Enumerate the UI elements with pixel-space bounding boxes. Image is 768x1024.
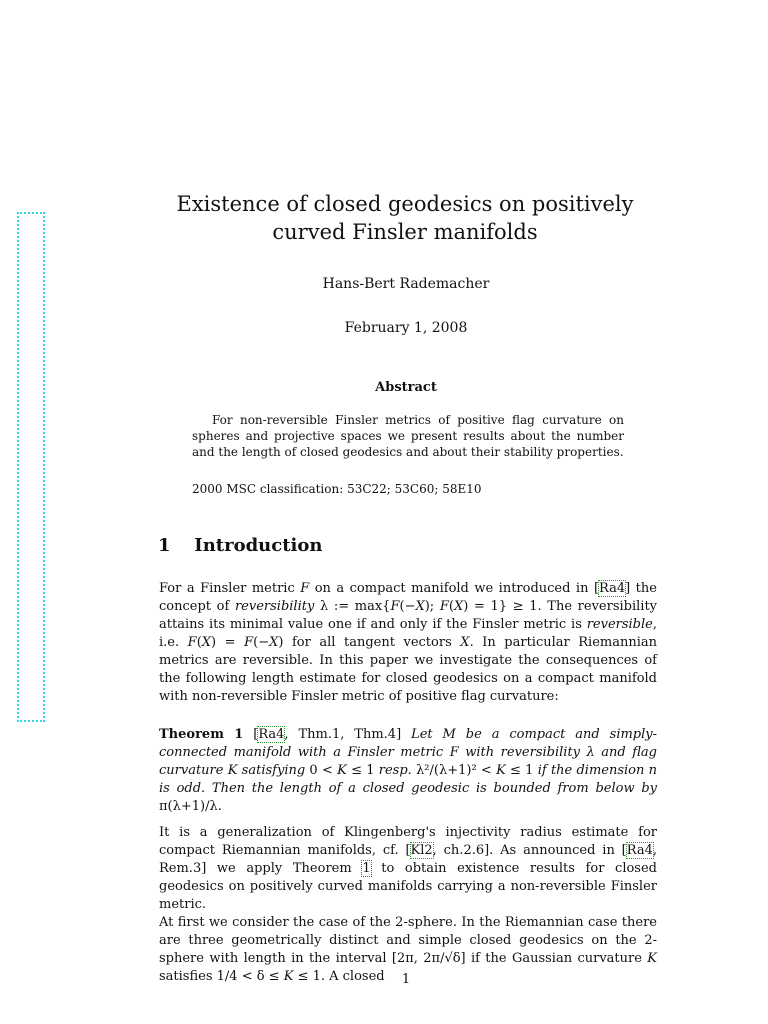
citation-kl2[interactable]: Kl2	[410, 843, 433, 858]
citation-ra4[interactable]: Ra4	[599, 581, 626, 596]
theorem-label: Theorem 1	[159, 727, 244, 742]
section-heading	[158, 535, 322, 556]
continuation-paragraph: It is a generalization of Klingenberg's injectivity radius estimate for compact Riemannian manifolds, cf. [Kl2, ch.2.6]. As announced in [Ra4, Rem.3] we apply Theorem 1 to obtain existence results for closed geodesics on positively curved manifolds carrying a non-reversible Finsler metric. At first we consider the case of the 2-sphere. In the Riemannian case there are three geometrically distinct and simple closed geodesics on the 2-sphere with length in the interval [2π, 2π/√δ] if the Gaussian curvature K satisfies 1/4 < δ ≤ K ≤ 1. A closed	[159, 825, 657, 984]
section-number: 1	[158, 535, 171, 556]
citation-ra4[interactable]: Ra4	[258, 727, 285, 742]
paper-title: Existence of closed geodesics on positively curved Finsler manifolds	[176, 192, 634, 244]
citation-ra4[interactable]: Ra4	[626, 843, 653, 858]
page-number: 1	[401, 972, 411, 987]
paper-date: February 1, 2008	[344, 320, 468, 336]
abstract-heading: Abstract	[375, 380, 437, 395]
abstract-text: For non-reversible Finsler metrics of positive flag curvature on spheres and projective spaces we present results about the number and the length of closed geodesics and about their stability properties.	[192, 413, 624, 459]
intro-paragraph: For a Finsler metric F on a compact manifold we introduced in [Ra4] the concept of reversibility λ := max{F(−X); F(X) = 1} ≥ 1. The reversibility attains its minimal value one if and only if the Finsler metric is reversible, i.e. F(X) = F(−X) for all tangent vectors X. In particular Riemannian metrics are reversible. In this paper we investigate the consequences of the following length estimate for closed geodesics on a compact manifold with non-reversible Finsler metric of positive flag curvature:	[159, 581, 658, 704]
theorem-1: Theorem 1 [Ra4, Thm.1, Thm.4] Let M be a compact and simply-connected manifold with a Finsler metric F with reversibility λ and flag curvature K satisfying 0 < K ≤ 1 resp. λ²/(λ+1)² < K ≤ 1 if the dimension n is odd. Then the length of a closed geodesic is bounded from below by π(λ+1)/λ.	[159, 727, 658, 814]
paper-author: Hans-Bert Rademacher	[322, 276, 490, 292]
theorem-reference[interactable]: 1	[362, 861, 371, 876]
msc-classification: 2000 MSC classification: 53C22; 53C60; 58E10	[192, 482, 482, 496]
section-title: Introduction	[194, 535, 323, 556]
